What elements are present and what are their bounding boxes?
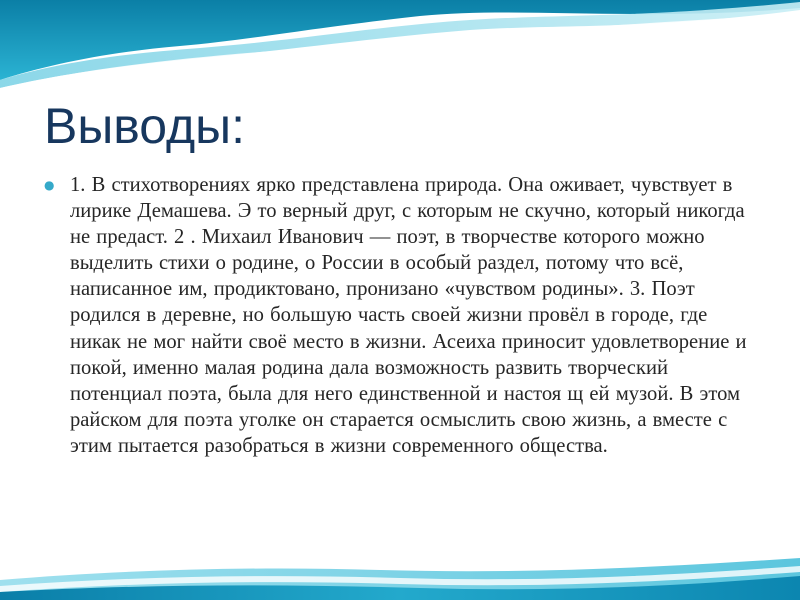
bottom-wave-decoration <box>0 540 800 600</box>
top-wave-decoration <box>0 0 800 100</box>
slide-title: Выводы: <box>44 98 246 154</box>
body-list <box>44 172 756 459</box>
bullet-dot-icon: ● <box>44 178 55 192</box>
body-list-item <box>44 172 756 459</box>
body-text: 1. В стихотворениях ярко представлена природа. Она оживает, чувствует в лирике Демашева. Э то верный друг, с которым не скучно, который никогда не предаст. 2 . Михаил Иванович — поэт, в творчестве которого можно выделить стихи о родине, о России в особый раздел, потому что всё, написанное им, продиктовано, пронизано «чувством родины». 3. Поэт родился в деревне, но большую часть своей жизни провёл в городе, где никак не мог найти своё место в жизни. Асеиха приносит удовлетворение и покой, именно малая родина дала возможность развить творческий потенциал поэта, была для него единственной и настоя щ ей музой. В этом райском для поэта уголке он старается осмыслить свою жизнь, а вместе с этим пытается разобраться в жизни современного общества. <box>70 174 747 457</box>
